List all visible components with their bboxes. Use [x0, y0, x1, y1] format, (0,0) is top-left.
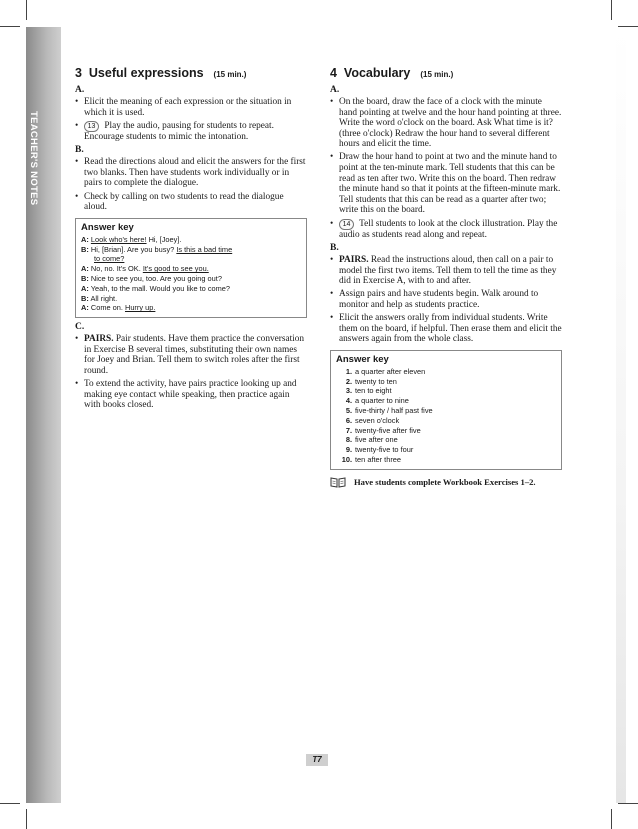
section-time: (15 min.)	[213, 70, 247, 79]
subsection-label: A.	[330, 85, 340, 95]
subsection-label: B.	[75, 145, 84, 156]
answer-item: 6. seven o'clock	[345, 415, 400, 425]
audio-track-icon: 14	[339, 219, 354, 230]
instruction-list	[330, 255, 562, 345]
dialogue-line: A: Look who's here! Hi, [Joey].	[81, 234, 182, 244]
answer-item: 4. a quarter to nine	[345, 396, 409, 406]
instruction-item: • Elicit the meaning of each expression or the situation in which it is used.	[75, 97, 307, 118]
section-vocabulary	[330, 66, 562, 488]
dialogue-line: A: Come on. Hurry up.	[81, 303, 156, 313]
answer-item: 2. twenty to ten	[345, 376, 397, 386]
answer-key-box	[330, 350, 562, 470]
answer-key-box	[75, 218, 307, 318]
dialogue-line: B: Nice to see you, too. Are you going out?	[81, 273, 222, 283]
audio-track-icon: 13	[84, 121, 99, 132]
workbook-text: Have students complete Workbook Exercises 1–2.	[354, 477, 536, 488]
instruction-item: • Draw the hour hand to point at two and the minute hand to point at the ten-minute mark. Tell students that this can be read as ten after two. Write this on the board. Then redraw the minute hand so that it points at the fifteen-minute mark. Tell students that this can be read as a quarter after two; write this on the board.	[330, 152, 562, 216]
section-heading	[75, 66, 307, 80]
sidebar-label: TEACHER'S NOTES	[28, 111, 39, 206]
instruction-list	[330, 97, 562, 240]
instruction-item: • Elicit the answers orally from individual students. Write them on the board, if helpful. Then erase them and elicit the answers again from the whole class.	[330, 313, 562, 345]
instruction-item: • PAIRS. Read the instructions aloud, then call on a pair to model the first two items. Tell them to tell the time as they did in Exercise A, with to and after.	[330, 255, 562, 287]
page-number: T7	[306, 754, 328, 766]
dialogue-line: B: Hi, [Brian]. Are you busy? Is this a bad time	[81, 244, 233, 254]
answer-item: 5. five-thirty / half past five	[345, 406, 433, 416]
crop-mark	[611, 0, 612, 20]
answer-key-title: Answer key	[81, 221, 134, 233]
section-time: (15 min.)	[420, 70, 454, 79]
answer-item: 8. five after one	[345, 435, 398, 445]
section-heading	[330, 66, 562, 80]
crop-mark	[0, 26, 20, 27]
crop-mark	[0, 803, 20, 804]
instruction-item: • PAIRS. Pair students. Have them practice the conversation in Exercise B several times, substituting their own names for Joey and Brian. Tell them to switch roles after the first round.	[75, 334, 307, 376]
dialogue-line: A: Yeah, to the mall. Would you like to come?	[81, 283, 231, 293]
answer-list	[336, 367, 556, 465]
instruction-list	[75, 97, 307, 142]
crop-mark	[26, 0, 27, 20]
instruction-item: • On the board, draw the face of a clock with the minute hand pointing at twelve and the hour hand pointing at three. Write the word o'clock on the board. Ask What time is it? (three o'clock) Redraw the hour hand to several different hours and elicit the time.	[330, 97, 562, 150]
instruction-item: • Read the directions aloud and elicit the answers for the first two blanks. Then have students work individually or in pairs to complete the dialogue.	[75, 157, 307, 189]
instruction-item: • 14 Tell students to look at the clock illustration. Play the audio as students read along and repeat.	[330, 219, 562, 241]
section-useful-expressions	[75, 66, 307, 413]
dialogue-line: A: No, no. It's OK. It's good to see you.	[81, 264, 209, 274]
section-title: 3 Useful expressions	[75, 66, 204, 80]
subsection-label: A.	[75, 85, 85, 95]
instruction-item: • Assign pairs and have students begin. Walk around to monitor and help as students practice.	[330, 289, 562, 310]
page-edge-strip	[616, 27, 626, 803]
subsection-label: B.	[330, 243, 339, 254]
answer-key-title: Answer key	[336, 353, 389, 365]
crop-mark	[26, 809, 27, 829]
answer-item: 7. twenty-five after five	[345, 425, 421, 435]
crop-mark	[611, 809, 612, 829]
workbook-icon	[330, 477, 346, 488]
teachers-notes-sidebar	[26, 27, 61, 803]
section-title: 4 Vocabulary	[330, 66, 411, 80]
dialogue-line: B: All right.	[81, 293, 118, 303]
instruction-item: • 13 Play the audio, pausing for students to repeat. Encourage students to mimic the intonation.	[75, 121, 307, 143]
crop-mark	[618, 803, 638, 804]
workbook-note	[330, 477, 562, 488]
instruction-list	[75, 334, 307, 411]
subsection-label: C.	[75, 322, 85, 333]
instruction-list	[75, 157, 307, 212]
instruction-item: • Check by calling on two students to read the dialogue aloud.	[75, 192, 307, 213]
answer-item: 10. ten after three	[341, 455, 402, 465]
answer-item: 9. twenty-five to four	[345, 445, 414, 455]
instruction-item: • To extend the activity, have pairs practice looking up and making eye contact while speaking, then practice again with books closed.	[75, 379, 307, 411]
answer-item: 1. a quarter after eleven	[345, 366, 426, 376]
dialogue-line: to come?	[94, 254, 125, 264]
answer-item: 3. ten to eight	[345, 386, 392, 396]
